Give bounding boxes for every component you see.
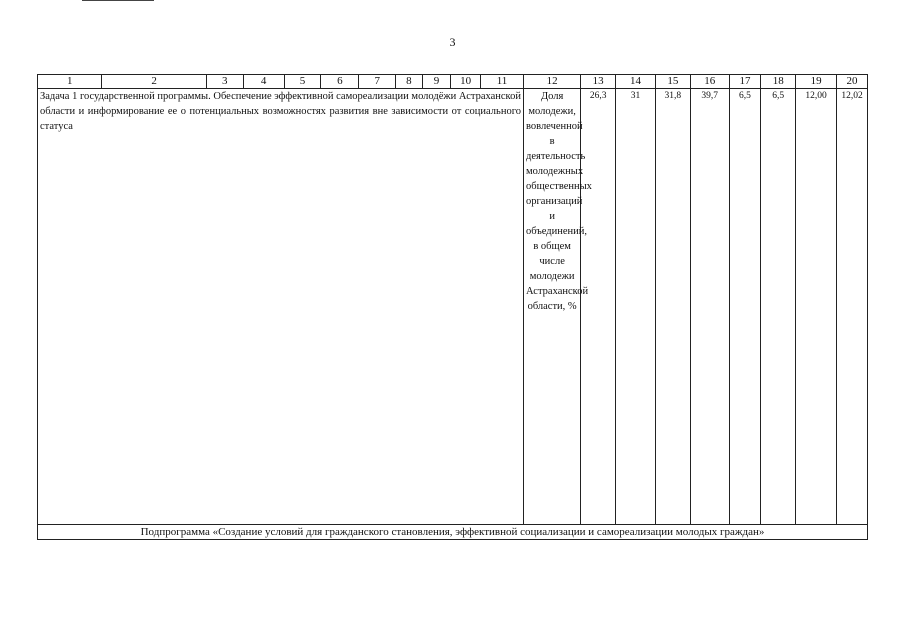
column-number: 14 [616,75,656,89]
subprogram-title: Подпрограмма «Создание условий для гражданского становления, эффективной социализации и самореализации молодых граждан» [38,525,868,540]
column-number: 10 [451,75,481,89]
task-description: Задача 1 государственной программы. Обеспечение эффективной самореализации молодёжи Астраханской области и информирование ее о потенциальных возможностях развития вне зависимости от социального статуса [38,89,524,525]
column-number: 12 [523,75,580,89]
value-cell: 31,8 [655,89,690,525]
subprogram-row [38,525,868,540]
column-number: 1 [38,75,102,89]
column-number: 3 [206,75,243,89]
column-number: 2 [102,75,206,89]
column-number: 13 [581,75,616,89]
column-number: 17 [729,75,761,89]
value-cell: 12,00 [796,89,837,525]
value-cell: 31 [616,89,656,525]
column-number: 19 [796,75,837,89]
indicator-name: Доля молодежи, вовлеченной в деятельность молодежных общественных организаций и объединений, в общем числе молодежи Астраханской области, % [523,89,580,525]
column-number: 11 [481,75,524,89]
column-number: 6 [321,75,359,89]
column-number: 8 [396,75,423,89]
value-cell: 39,7 [690,89,729,525]
value-cell: 26,3 [581,89,616,525]
top-rule [82,0,154,1]
program-table [37,74,868,540]
column-number: 7 [359,75,396,89]
page-number: 3 [449,35,456,49]
column-number: 15 [655,75,690,89]
column-number-row [38,75,868,89]
column-number: 9 [422,75,451,89]
value-cell: 6,5 [729,89,761,525]
column-number: 20 [837,75,868,89]
column-number: 5 [284,75,321,89]
column-number: 4 [243,75,284,89]
value-cell: 6,5 [761,89,796,525]
task-row [38,89,868,525]
value-cell: 12,02 [837,89,868,525]
column-number: 18 [761,75,796,89]
column-number: 16 [690,75,729,89]
